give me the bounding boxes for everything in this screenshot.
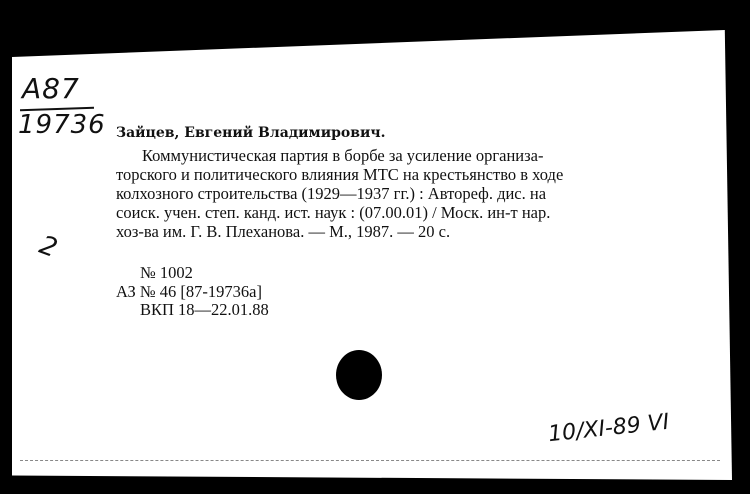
author-name: Зайцев, Евгений Владимирович. xyxy=(116,125,386,141)
record-number: № 1002 xyxy=(140,263,193,282)
punch-hole xyxy=(336,350,382,400)
title-line-1: Коммунистическая партия в борбе за усиление организа- xyxy=(142,146,544,165)
shelfmark-bottom: 19736 xyxy=(18,110,106,140)
shelfmark-top: A87 xyxy=(22,72,80,105)
title-line-2: торского и политического влияния МТС на крестьянство в ходе xyxy=(116,165,564,184)
vkp-number: ВКП 18—22.01.88 xyxy=(140,300,269,319)
margin-mark: 2 xyxy=(35,230,62,264)
bottom-edge-line xyxy=(20,460,720,462)
az-number: АЗ № 46 [87-19736а] xyxy=(116,282,262,301)
title-line-4: соиск. учен. степ. канд. ист. наук : (07.00.01) / Моск. ин-т нар. xyxy=(116,203,551,222)
title-line-5: хоз-ва им. Г. В. Плеханова. — М., 1987. — 20 с. xyxy=(116,222,451,241)
title-line-3: колхозного строительства (1929—1937 гг.) : Автореф. дис. на xyxy=(116,184,547,203)
handwritten-date: 10/XI-89 VI xyxy=(547,409,671,448)
catalog-card xyxy=(12,30,732,480)
